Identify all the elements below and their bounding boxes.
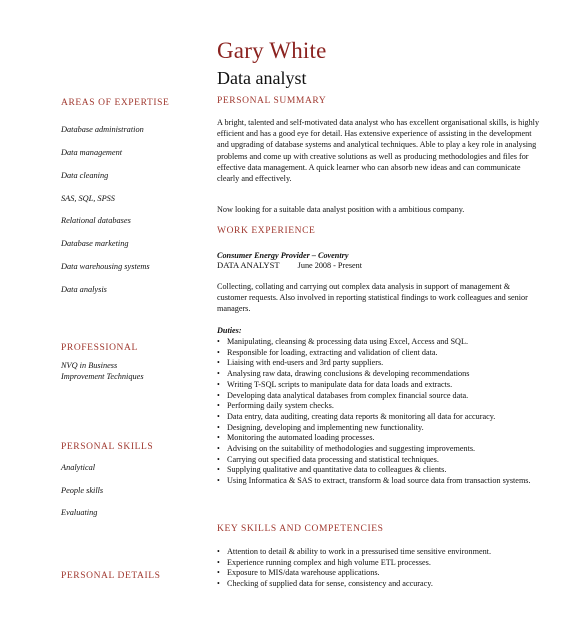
duty-item: • Analysing raw data, drawing conclusions & developing recommendations — [217, 369, 547, 380]
expertise-item: Data management — [61, 148, 123, 157]
duties-list — [217, 337, 547, 487]
candidate-name: Gary White — [217, 38, 327, 63]
skill-item: People skills — [61, 486, 104, 495]
duties-label: Duties: — [217, 326, 242, 335]
key-skills-list — [217, 547, 547, 590]
expertise-item: Database marketing — [61, 239, 129, 248]
details-heading: PERSONAL DETAILS — [61, 571, 161, 581]
summary-heading: PERSONAL SUMMARY — [217, 96, 327, 106]
key-skill-item: • Experience running complex and high volume ETL processes. — [217, 558, 547, 569]
duty-item: • Performing daily system checks. — [217, 401, 547, 412]
expertise-item: Data warehousing systems — [61, 262, 150, 271]
experience-heading: WORK EXPERIENCE — [217, 226, 316, 236]
duty-item: • Designing, developing and implementing new functionality. — [217, 423, 547, 434]
job-dates: June 2008 - Present — [297, 261, 363, 270]
expertise-item: Data cleaning — [61, 171, 109, 180]
duty-item: • Writing T-SQL scripts to manipulate data for data loads and extracts. — [217, 380, 547, 391]
duty-item: • Data entry, data auditing, creating data reports & monitoring all data for accuracy. — [217, 412, 547, 423]
key-skill-item: • Checking of supplied data for sense, consistency and accuracy. — [217, 579, 547, 590]
skills-heading: PERSONAL SKILLS — [61, 442, 154, 452]
duty-item: • Responsible for loading, extracting and validation of client data. — [217, 348, 547, 359]
expertise-item: Relational databases — [61, 216, 131, 225]
duty-item: • Monitoring the automated loading processes. — [217, 433, 547, 444]
job-description: Collecting, collating and carrying out complex data analysis in support of management & customer requests. Also involved in reporting statistical findings to work colleagues and senior managers. — [217, 282, 528, 314]
duty-item: • Developing data analytical databases from complex financial source data. — [217, 391, 547, 402]
summary-looking: Now looking for a suitable data analyst position with a ambitious company. — [217, 205, 465, 214]
candidate-role: Data analyst — [217, 68, 307, 88]
duty-item: • Supplying qualitative and quantitative data to colleagues & clients. — [217, 465, 547, 476]
expertise-item: Database administration — [61, 125, 144, 134]
professional-line: Improvement Techniques — [61, 372, 144, 381]
skill-item: Analytical — [61, 463, 96, 472]
duty-item: • Carrying out specified data processing and statistical techniques. — [217, 455, 547, 466]
expertise-item: SAS, SQL, SPSS — [61, 194, 115, 203]
job-line — [217, 260, 362, 270]
employer: Consumer Energy Provider – Coventry — [217, 251, 349, 260]
professional-heading: PROFESSIONAL — [61, 343, 138, 353]
key-skill-item: • Attention to detail & ability to work in a pressurised time sensitive environment. — [217, 547, 547, 558]
duty-item: • Manipulating, cleansing & processing data using Excel, Access and SQL. — [217, 337, 547, 348]
key-skills-heading: KEY SKILLS AND COMPETENCIES — [217, 524, 384, 534]
job-title: DATA ANALYST — [217, 260, 280, 270]
skill-item: Evaluating — [61, 508, 98, 517]
key-skill-item: • Exposure to MIS/data warehouse applications. — [217, 568, 547, 579]
expertise-heading: AREAS OF EXPERTISE — [61, 98, 170, 108]
duty-item: • Using Informatica & SAS to extract, transform & load source data from transaction systems. — [217, 476, 547, 487]
expertise-item: Data analysis — [61, 285, 107, 294]
professional-line: NVQ in Business — [61, 361, 118, 370]
duty-item: • Liaising with end-users and 3rd party suppliers. — [217, 358, 547, 369]
duty-item: • Advising on the suitability of methodologies and suggesting improvements. — [217, 444, 547, 455]
summary-text: A bright, talented and self-motivated data analyst who has excellent organisational skills, is highly efficient and has a good eye for detail. Has extensive experience of assisting in the development and upgrading of database systems and analytical techniques. Able to play a key role in analysing problems and come up with creative solutions as well as producing methodologies and files for effective data management. A quick learner who can absorb new ideas and can communicate clearly and effectively. — [217, 118, 540, 184]
